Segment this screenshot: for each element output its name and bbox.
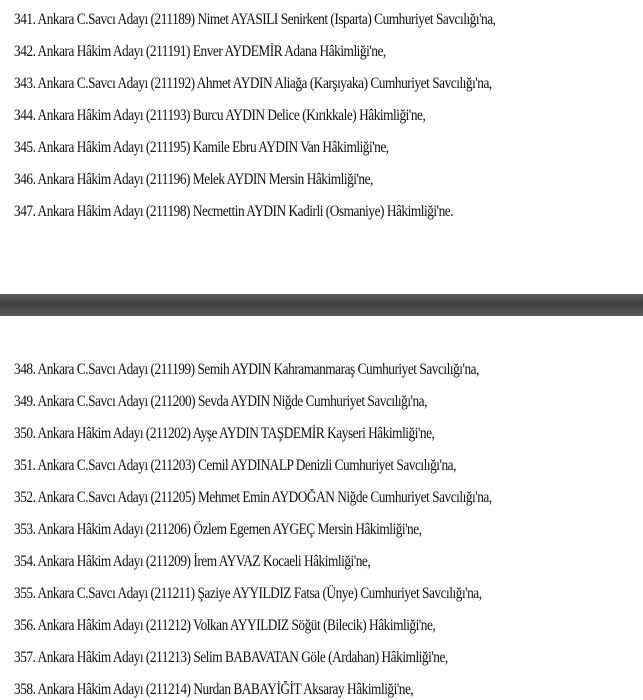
- list-item: 350. Ankara Hâkim Adayı (211202) Ayşe AYDIN TAŞDEMİR Kayseri Hâkimliği'ne,: [14, 425, 435, 442]
- list-item: 355. Ankara C.Savcı Adayı (211211) Şaziye AYYILDIZ Fatsa (Ünye) Cumhuriyet Savcılığı'na,: [14, 585, 482, 602]
- list-item: 354. Ankara Hâkim Adayı (211209) İrem AYVAZ Kocaeli Hâkimliği'ne,: [14, 553, 371, 570]
- list-item: 351. Ankara C.Savcı Adayı (211203) Cemil AYDINALP Denizli Cumhuriyet Savcılığı'na,: [14, 457, 456, 474]
- list-item: 341. Ankara C.Savcı Adayı (211189) Nimet AYASILI Senirkent (Isparta) Cumhuriyet Savcılığı'na,: [14, 11, 496, 28]
- list-item: 352. Ankara C.Savcı Adayı (211205) Mehmet Emin AYDOĞAN Niğde Cumhuriyet Savcılığı'na,: [14, 489, 492, 506]
- list-item: 342. Ankara Hâkim Adayı (211191) Enver AYDEMİR Adana Hâkimliği'ne,: [14, 43, 386, 60]
- page-separator: [0, 294, 643, 316]
- list-item: 358. Ankara Hâkim Adayı (211214) Nurdan BABAYİĞİT Aksaray Hâkimliği'ne,: [14, 681, 414, 698]
- document-page-bottom: [0, 316, 643, 700]
- list-item: 347. Ankara Hâkim Adayı (211198) Necmettin AYDIN Kadirli (Osmaniye) Hâkimliği'ne.: [14, 203, 454, 220]
- list-item: 348. Ankara C.Savcı Adayı (211199) Semih AYDIN Kahramanmaraş Cumhuriyet Savcılığı'na,: [14, 361, 479, 378]
- document-page-top: [0, 0, 643, 294]
- list-item: 345. Ankara Hâkim Adayı (211195) Kamile Ebru AYDIN Van Hâkimliği'ne,: [14, 139, 389, 156]
- list-item: 343. Ankara C.Savcı Adayı (211192) Ahmet AYDIN Aliağa (Karşıyaka) Cumhuriyet Savcılığı'na,: [14, 75, 492, 92]
- list-item: 353. Ankara Hâkim Adayı (211206) Özlem Egemen AYGEÇ Mersin Hâkimliği'ne,: [14, 521, 422, 538]
- list-item: 346. Ankara Hâkim Adayı (211196) Melek AYDIN Mersin Hâkimliği'ne,: [14, 171, 373, 188]
- list-item: 344. Ankara Hâkim Adayı (211193) Burcu AYDIN Delice (Kırıkkale) Hâkimliği'ne,: [14, 107, 426, 124]
- list-item: 357. Ankara Hâkim Adayı (211213) Selim BABAVATAN Göle (Ardahan) Hâkimliği'ne,: [14, 649, 448, 666]
- list-item: 349. Ankara C.Savcı Adayı (211200) Sevda AYDIN Niğde Cumhuriyet Savcılığı'na,: [14, 393, 427, 410]
- list-item: 356. Ankara Hâkim Adayı (211212) Volkan AYYILDIZ Söğüt (Bilecik) Hâkimliği'ne,: [14, 617, 436, 634]
